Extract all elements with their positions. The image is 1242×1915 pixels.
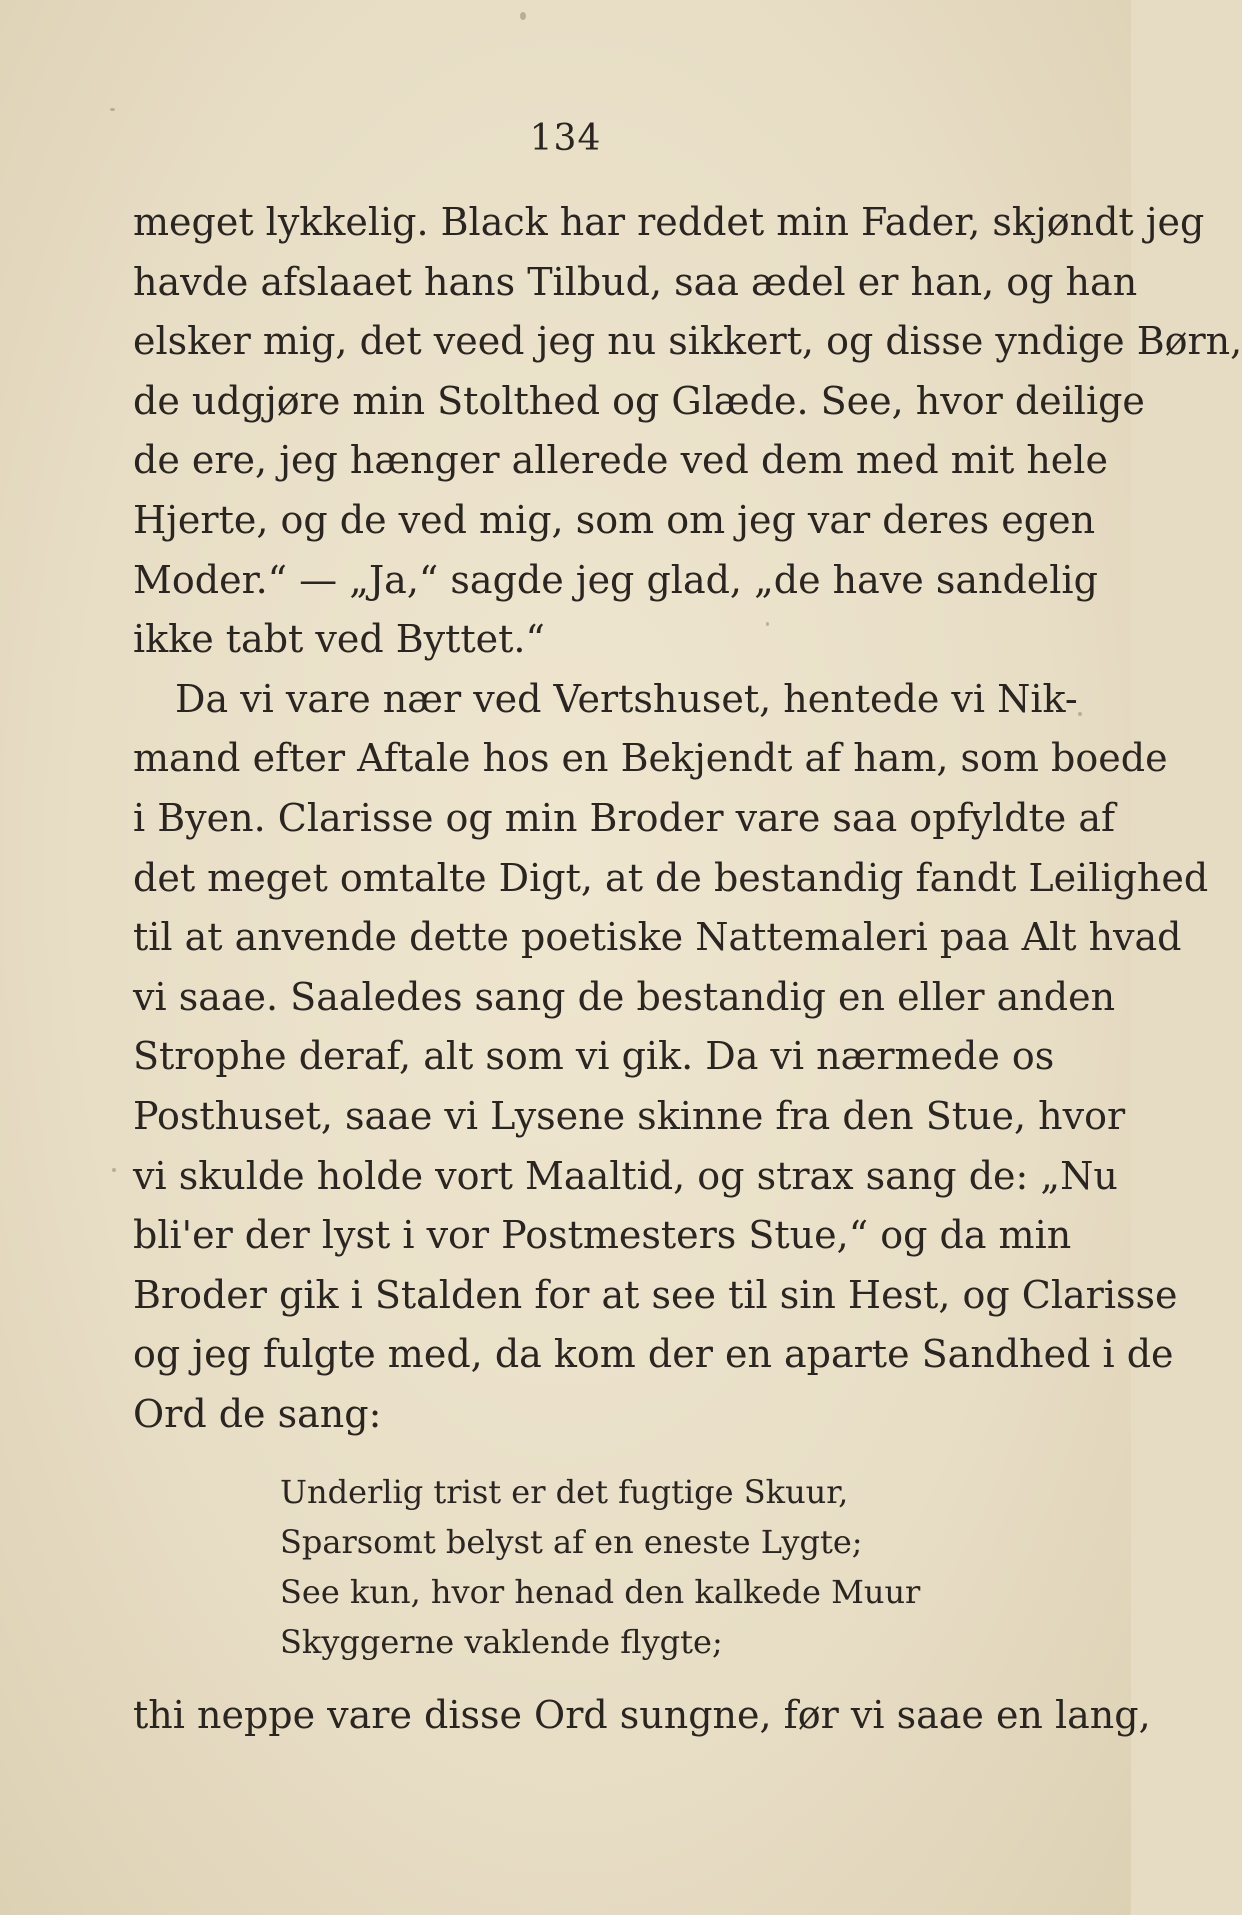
text-line: det meget omtalte Digt, at de bestandig fandt Leilighed <box>133 855 1209 900</box>
verse-stanza <box>280 1467 920 1667</box>
text-line: i Byen. Clarisse og min Broder vare saa opfyldte af <box>133 795 1116 840</box>
text-line: meget lykkelig. Black har reddet min Fader, skjøndt jeg <box>133 200 1205 244</box>
text-line: thi neppe vare disse Ord sungne, før vi saae en lang, <box>133 1693 1151 1737</box>
text-line: til at anvende dette poetiske Nattemaleri paa Alt hvad <box>133 915 1182 960</box>
text-line: elsker mig, det veed jeg nu sikkert, og disse yndige Børn, <box>133 319 1242 364</box>
text-line: Strophe deraf, alt som vi gik. Da vi nærmede os <box>133 1034 1055 1079</box>
text-line: bli'er der lyst i vor Postmesters Stue,“ og da min <box>133 1213 1072 1258</box>
text-line: Ord de sang: <box>133 1391 382 1436</box>
text-line: Moder.“ — „Ja,“ sagde jeg glad, „de have sandelig <box>133 557 1098 602</box>
paper-speck <box>112 1168 116 1172</box>
paper-speck <box>1078 712 1082 716</box>
text-line: havde afslaaet hans Tilbud, saa ædel er han, og han <box>133 259 1138 304</box>
text-line: de ere, jeg hænger allerede ved dem med mit hele <box>133 438 1108 483</box>
text-line: vi skulde holde vort Maaltid, og strax sang de: „Nu <box>133 1153 1118 1198</box>
verse-line: Skyggerne vaklende flygte; <box>280 1623 723 1661</box>
text-line: Broder gik i Stalden for at see til sin Hest, og Clarisse <box>133 1272 1178 1317</box>
text-line: Da vi vare nær ved Vertshuset, hentede vi Nik- <box>175 676 1078 721</box>
text-line: Hjerte, og de ved mig, som om jeg var deres egen <box>133 497 1096 542</box>
verse-line: See kun, hvor henad den kalkede Muur <box>280 1573 921 1611</box>
text-line: og jeg fulgte med, da kom der en aparte Sandhed i de <box>133 1332 1174 1377</box>
text-line: ikke tabt ved Byttet.“ <box>133 617 545 662</box>
verse-line: Underlig trist er det fugtige Skuur, <box>280 1473 849 1511</box>
paper-speck <box>766 622 769 626</box>
text-line: Posthuset, saae vi Lysene skinne fra den Stue, hvor <box>133 1093 1126 1138</box>
paper-speck <box>110 108 115 111</box>
text-line: vi saae. Saaledes sang de bestandig en eller anden <box>133 974 1116 1019</box>
text-line: mand efter Aftale hos en Bekjendt af ham, som boede <box>133 736 1168 781</box>
verse-line: Sparsomt belyst af en eneste Lygte; <box>280 1523 863 1561</box>
text-line: de udgjøre min Stolthed og Glæde. See, hvor deilige <box>133 378 1145 423</box>
page-number: 134 <box>529 118 602 159</box>
paper-speck <box>520 12 526 20</box>
body-text <box>133 193 1242 1444</box>
